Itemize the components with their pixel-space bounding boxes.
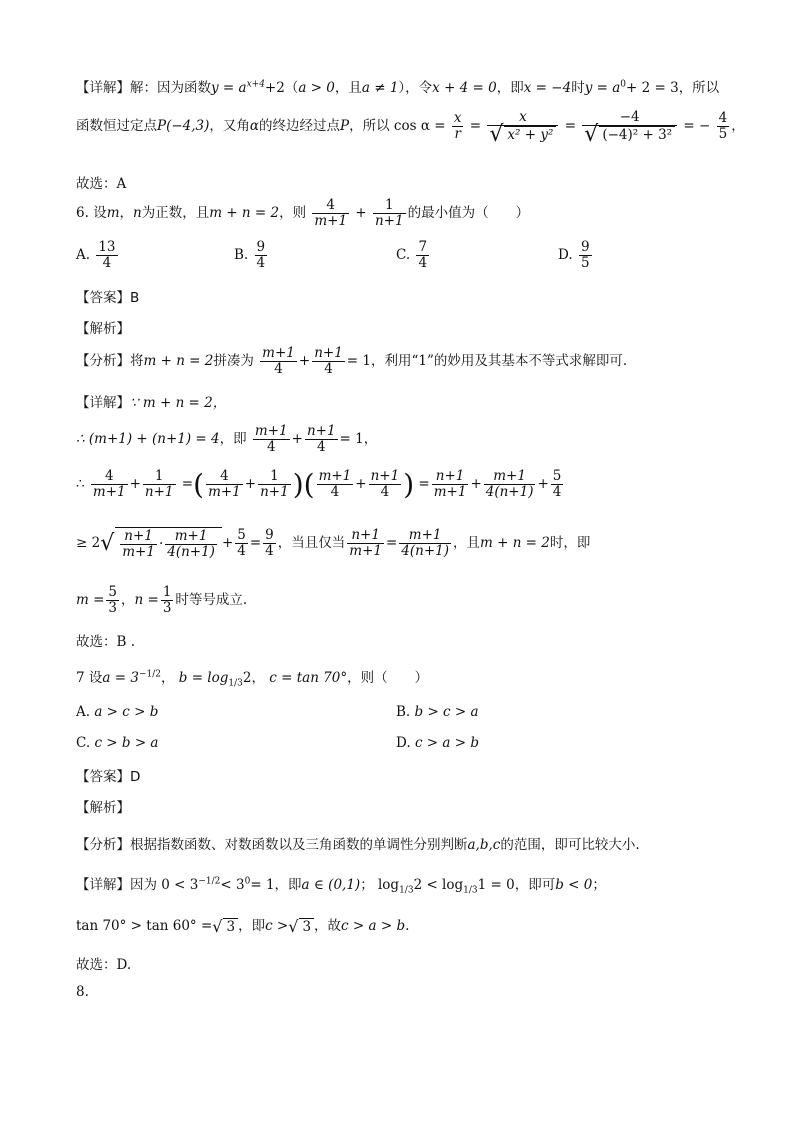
q7-option-d[interactable]: D. c > a > b xyxy=(396,735,479,751)
q7-fenxi: 【分析】根据指数函数、对数函数以及三角函数的单调性分别判断a,b,c的范围，即可比较大小. xyxy=(76,837,640,853)
detail-tag: 【详解】 xyxy=(76,80,130,96)
q7-option-b[interactable]: B. b > c > a xyxy=(396,704,479,720)
q7-final: 故选：D. xyxy=(76,957,132,973)
q6-option-b[interactable]: B. $\frac{9}{4}$ xyxy=(234,239,266,271)
q6-stem: 6. 设m，n为正数，且m + n = 2，则 $\frac{4}{m+1}$ + $\frac{1}{n+1}$ 的最小值为（ ） xyxy=(76,197,530,229)
q5-detail-line1: 【详解】解：因为函数$y = a^{x+4}+2(a > 0$，且a ≠ 1），令x + 4 = 0，即x = −4时$y = a^0+ 2 = 3$，所以 xyxy=(76,79,720,96)
q6-option-c[interactable]: C. $\frac{7}{4}$ xyxy=(396,239,428,271)
q6-option-a[interactable]: A. $\frac{13}{4}$ xyxy=(76,239,116,271)
q7-analysis-tag: 【解析】 xyxy=(76,800,130,816)
frac-4-5: $\frac{4}{5}$ xyxy=(718,110,728,142)
q7-answer: 【答案】D xyxy=(76,769,141,785)
q6-detail-4: ≥ 2√ $\frac{n+1}{m+1}$ · $\frac{m+1}{4(n+1)}$ + $\frac{5}{4}$ = $\frac{9}{4}$ ，当且仅当 $\frac{n+1}{m+1}$ = $\frac{m+1}{4(n+1)}$ ，且m + n = 2时，即 xyxy=(76,527,591,560)
frac-4-over-m1: $\frac{4}{m+1}$ xyxy=(314,197,348,229)
q6-analysis-tag: 【解析】 xyxy=(76,321,130,337)
q5-answer-line: 故选：A xyxy=(76,176,127,192)
q5-detail-line2: 函数恒过定点P(−4,3)，又角α的终边经过点P，所以 cos α = $\frac{x}{r}$ = $\frac{x}{\text{√ x² + y²}}$ = $\frac{-4}{\text{√ (−4)² + 3²}}$ = − $\frac{4}{5}$ ， xyxy=(76,109,745,147)
q6-detail-5: m = $\frac{5}{3}$ ，n = $\frac{1}{3}$ 时等号成立. xyxy=(76,584,248,616)
q7-stem: 7 设$a = 3^{-1/2}$， $b = \log_{1/3}2$， c = tan 70°，则（ ） xyxy=(76,669,429,689)
q7-detail-2: tan 70° > tan 60° =√ 3 ，即c >√ 3 ，故c > a > b. xyxy=(76,917,410,936)
frac-neg4-over-sqrt: $\frac{-4}{\text{√ (−4)² + 3²}}$ xyxy=(582,110,677,143)
q6-detail-3: ∴ $\frac{4}{m+1}$ + $\frac{1}{n+1}$ =( $\frac{4}{m+1}$ + $\frac{1}{n+1}$ )( $\frac{m+1}{4}$ + $\frac{n+1}{4}$ ) = $\frac{n+1}{m+1}$ + $\frac{m+1}{4(n+1)}$ + $\frac{5}{4}$ xyxy=(76,468,562,501)
q6-detail-1: 【详解】∵ m + n = 2， xyxy=(76,395,227,411)
q7-option-a[interactable]: A. a > c > b xyxy=(76,704,159,720)
q6-detail-2: ∴ (m+1) + (n+1) = 4，即 $\frac{m+1}{4}$ + $\frac{n+1}{4}$ = 1， xyxy=(76,423,378,455)
frac-x-over-sqrt: $\frac{x}{\text{√ x² + y²}}$ xyxy=(487,110,558,143)
q6-option-d[interactable]: D. $\frac{9}{5}$ xyxy=(558,239,590,271)
frac-x-over-r: $\frac{x}{r}$ xyxy=(453,110,462,142)
q6-fenxi: 【分析】将m + n = 2拼凑为 $\frac{m+1}{4}$ + $\frac{n+1}{4}$ = 1，利用“1”的妙用及其基本不等式求解即可. xyxy=(76,345,628,377)
frac-1-over-n1: $\frac{1}{n+1}$ xyxy=(374,197,404,229)
q6-answer: 【答案】B xyxy=(76,290,140,306)
q8-number: 8. xyxy=(76,984,89,1000)
q7-detail-1: 【详解】因为 $0 < 3^{-1/2}< 3^0= 1$，即a ∈ (0,1)； $\log_{1/3}2 < \log_{1/3}1 = 0$，即可b < 0； xyxy=(76,876,606,896)
q6-final: 故选：B . xyxy=(76,634,136,650)
q7-option-c[interactable]: C. c > b > a xyxy=(76,735,159,751)
